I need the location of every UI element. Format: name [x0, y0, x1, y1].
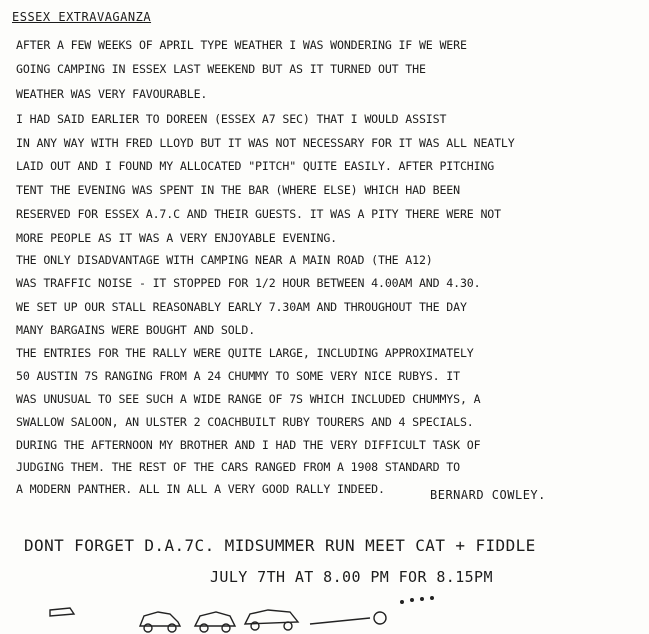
body-line: WEATHER WAS VERY FAVOURABLE. — [16, 87, 208, 101]
body-line: TENT THE EVENING WAS SPENT IN THE BAR (WHERE ELSE) WHICH HAD BEEN — [16, 183, 460, 197]
signature: BERNARD COWLEY. — [430, 488, 546, 502]
body-line: THE ONLY DISADVANTAGE WITH CAMPING NEAR A MAIN ROAD (THE A12) — [16, 253, 433, 267]
event-notice-line-1: DONT FORGET D.A.7C. MIDSUMMER RUN MEET CAT + FIDDLE — [24, 536, 536, 555]
body-line: I HAD SAID EARLIER TO DOREEN (ESSEX A7 SEC) THAT I WOULD ASSIST — [16, 112, 447, 126]
body-line: WAS TRAFFIC NOISE - IT STOPPED FOR 1/2 HOUR BETWEEN 4.00AM AND 4.30. — [16, 276, 481, 290]
body-line: WAS UNUSUAL TO SEE SUCH A WIDE RANGE OF 7S WHICH INCLUDED CHUMMYS, A — [16, 392, 481, 406]
body-line: RESERVED FOR ESSEX A.7.C AND THEIR GUESTS. IT WAS A PITY THERE WERE NOT — [16, 207, 501, 221]
body-line: DURING THE AFTERNOON MY BROTHER AND I HAD THE VERY DIFFICULT TASK OF — [16, 438, 481, 452]
body-line: A MODERN PANTHER. ALL IN ALL A VERY GOOD RALLY INDEED. — [16, 482, 385, 496]
cars-doodle-icon — [40, 592, 460, 634]
body-line: MORE PEOPLE AS IT WAS A VERY ENJOYABLE EVENING. — [16, 231, 338, 245]
body-line: JUDGING THEM. THE REST OF THE CARS RANGED FROM A 1908 STANDARD TO — [16, 460, 460, 474]
body-line: GOING CAMPING IN ESSEX LAST WEEKEND BUT AS IT TURNED OUT THE — [16, 62, 426, 76]
body-line: IN ANY WAY WITH FRED LLOYD BUT IT WAS NOT NECESSARY FOR IT WAS ALL NEATLY — [16, 136, 515, 150]
body-line: SWALLOW SALOON, AN ULSTER 2 COACHBUILT RUBY TOURERS AND 4 SPECIALS. — [16, 415, 474, 429]
body-line: AFTER A FEW WEEKS OF APRIL TYPE WEATHER I WAS WONDERING IF WE WERE — [16, 38, 467, 52]
letter-title: ESSEX EXTRAVAGANZA — [12, 10, 152, 24]
body-line: WE SET UP OUR STALL REASONABLY EARLY 7.30AM AND THROUGHOUT THE DAY — [16, 300, 467, 314]
event-notice-line-2: JULY 7TH AT 8.00 PM FOR 8.15PM — [210, 568, 493, 586]
body-line: MANY BARGAINS WERE BOUGHT AND SOLD. — [16, 323, 256, 337]
body-line: LAID OUT AND I FOUND MY ALLOCATED "PITCH" QUITE EASILY. AFTER PITCHING — [16, 159, 495, 173]
body-line: THE ENTRIES FOR THE RALLY WERE QUITE LARGE, INCLUDING APPROXIMATELY — [16, 346, 474, 360]
body-line: 50 AUSTIN 7S RANGING FROM A 24 CHUMMY TO SOME VERY NICE RUBYS. IT — [16, 369, 460, 383]
